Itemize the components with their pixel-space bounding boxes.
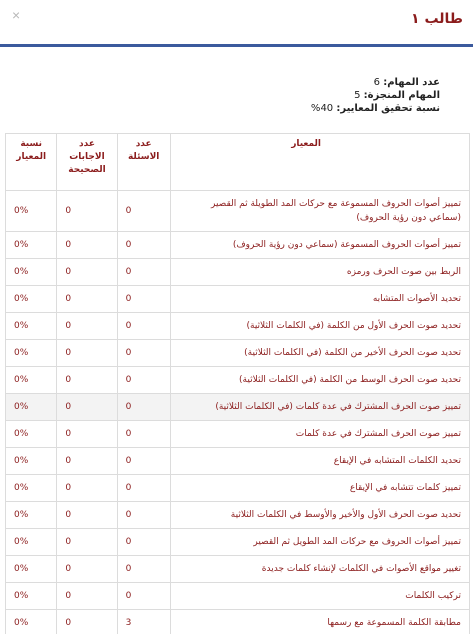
summary-tasks-label: عدد المهام: [383, 77, 440, 88]
cell-ratio: 0% [6, 529, 57, 556]
table-row [6, 340, 470, 367]
cell-questions: 0 [117, 529, 170, 556]
header-questions: عدد الاسئلة [117, 134, 170, 191]
cell-ratio: 0% [6, 286, 57, 313]
cell-questions: 0 [117, 259, 170, 286]
cell-correct: 0 [57, 313, 117, 340]
cell-correct: 0 [57, 448, 117, 475]
cell-criterion: تركيب الكلمات [170, 583, 469, 610]
table-row [6, 259, 470, 286]
table-row [6, 421, 470, 448]
cell-ratio: 0% [6, 475, 57, 502]
cell-questions: 0 [117, 340, 170, 367]
cell-criterion: الربط بين صوت الحرف ورمزه [170, 259, 469, 286]
summary-tasks [311, 76, 440, 89]
criteria-table [5, 133, 470, 634]
table-row [6, 286, 470, 313]
cell-criterion: تحديد صوت الحرف الأول من الكلمة (في الكلمات الثلاثية) [170, 313, 469, 340]
cell-criterion: تمييز صوت الحرف المشترك في عدة كلمات [170, 421, 469, 448]
cell-questions: 0 [117, 583, 170, 610]
header-criterion: المعيار [170, 134, 469, 191]
table-row [6, 394, 470, 421]
table-row [6, 448, 470, 475]
table-header-row [6, 134, 470, 191]
summary-done-label: المهام المنجزة: [363, 90, 440, 101]
cell-correct: 0 [57, 232, 117, 259]
summary-block [311, 76, 440, 115]
cell-ratio: 0% [6, 610, 57, 634]
cell-correct: 0 [57, 610, 117, 634]
cell-criterion: تحديد صوت الحرف الأول والأخير والأوسط في الكلمات الثلاثية [170, 502, 469, 529]
cell-correct: 0 [57, 394, 117, 421]
cell-criterion: تمييز أصوات الحروف مع حركات المد الطويل ثم القصير [170, 529, 469, 556]
cell-questions: 0 [117, 286, 170, 313]
table-row [6, 610, 470, 634]
cell-ratio: 0% [6, 259, 57, 286]
cell-correct: 0 [57, 367, 117, 394]
cell-correct: 0 [57, 556, 117, 583]
cell-correct: 0 [57, 191, 117, 232]
cell-correct: 0 [57, 502, 117, 529]
cell-questions: 0 [117, 475, 170, 502]
cell-ratio: 0% [6, 448, 57, 475]
table-row [6, 367, 470, 394]
cell-questions: 0 [117, 313, 170, 340]
cell-questions: 0 [117, 556, 170, 583]
cell-criterion: تحديد صوت الحرف الأخير من الكلمة (في الكلمات الثلاثية) [170, 340, 469, 367]
summary-done-value: 5 [354, 90, 361, 101]
table-row [6, 191, 470, 232]
cell-correct: 0 [57, 475, 117, 502]
cell-ratio: 0% [6, 232, 57, 259]
table-row [6, 529, 470, 556]
cell-questions: 0 [117, 394, 170, 421]
cell-questions: 0 [117, 421, 170, 448]
cell-ratio: 0% [6, 556, 57, 583]
table-row [6, 556, 470, 583]
summary-ratio [311, 102, 440, 115]
table-row [6, 502, 470, 529]
summary-done [311, 89, 440, 102]
cell-correct: 0 [57, 259, 117, 286]
cell-correct: 0 [57, 583, 117, 610]
cell-criterion: تمييز أصوات الحروف المسموعة (سماعي دون رؤية الحروف) [170, 232, 469, 259]
cell-ratio: 0% [6, 340, 57, 367]
modal-title: طالب ١ [411, 11, 463, 27]
cell-criterion: مطابقة الكلمة المسموعة مع رسمها [170, 610, 469, 634]
cell-correct: 0 [57, 286, 117, 313]
cell-questions: 0 [117, 502, 170, 529]
table-row [6, 232, 470, 259]
cell-correct: 0 [57, 340, 117, 367]
header-ratio: نسبة المعيار [6, 134, 57, 191]
cell-questions: 0 [117, 232, 170, 259]
modal-header [0, 0, 473, 47]
close-icon[interactable]: × [12, 7, 21, 23]
cell-ratio: 0% [6, 367, 57, 394]
cell-criterion: تحديد الأصوات المتشابه [170, 286, 469, 313]
cell-ratio: 0% [6, 394, 57, 421]
cell-criterion: تمييز كلمات تتشابه في الإيقاع [170, 475, 469, 502]
summary-ratio-label: نسبة تحقيق المعايير: [336, 103, 440, 114]
cell-ratio: 0% [6, 421, 57, 448]
cell-correct: 0 [57, 529, 117, 556]
cell-criterion: تحديد صوت الحرف الوسط من الكلمة (في الكلمات الثلاثية) [170, 367, 469, 394]
table-row [6, 475, 470, 502]
cell-criterion: تمييز أصوات الحروف المسموعة مع حركات المد الطويلة ثم القصير (سماعي دون رؤية الحروف) [170, 191, 469, 232]
cell-questions: 0 [117, 367, 170, 394]
table-row [6, 313, 470, 340]
cell-ratio: 0% [6, 583, 57, 610]
cell-questions: 0 [117, 191, 170, 232]
summary-ratio-value: 40% [310, 103, 334, 114]
summary-tasks-value: 6 [373, 77, 381, 88]
cell-correct: 0 [57, 421, 117, 448]
cell-ratio: 0% [6, 502, 57, 529]
cell-criterion: تمييز صوت الحرف المشترك في عدة كلمات (في الكلمات الثلاثية) [170, 394, 469, 421]
cell-questions: 0 [117, 448, 170, 475]
cell-questions: 3 [117, 610, 170, 634]
cell-ratio: 0% [6, 313, 57, 340]
cell-criterion: تغيير مواقع الأصوات في الكلمات لإنشاء كلمات جديدة [170, 556, 469, 583]
cell-ratio: 0% [6, 191, 57, 232]
cell-criterion: تحديد الكلمات المتشابه في الإيقاع [170, 448, 469, 475]
header-correct: عدد الاجابات الصحيحة [57, 134, 117, 191]
table-row [6, 583, 470, 610]
